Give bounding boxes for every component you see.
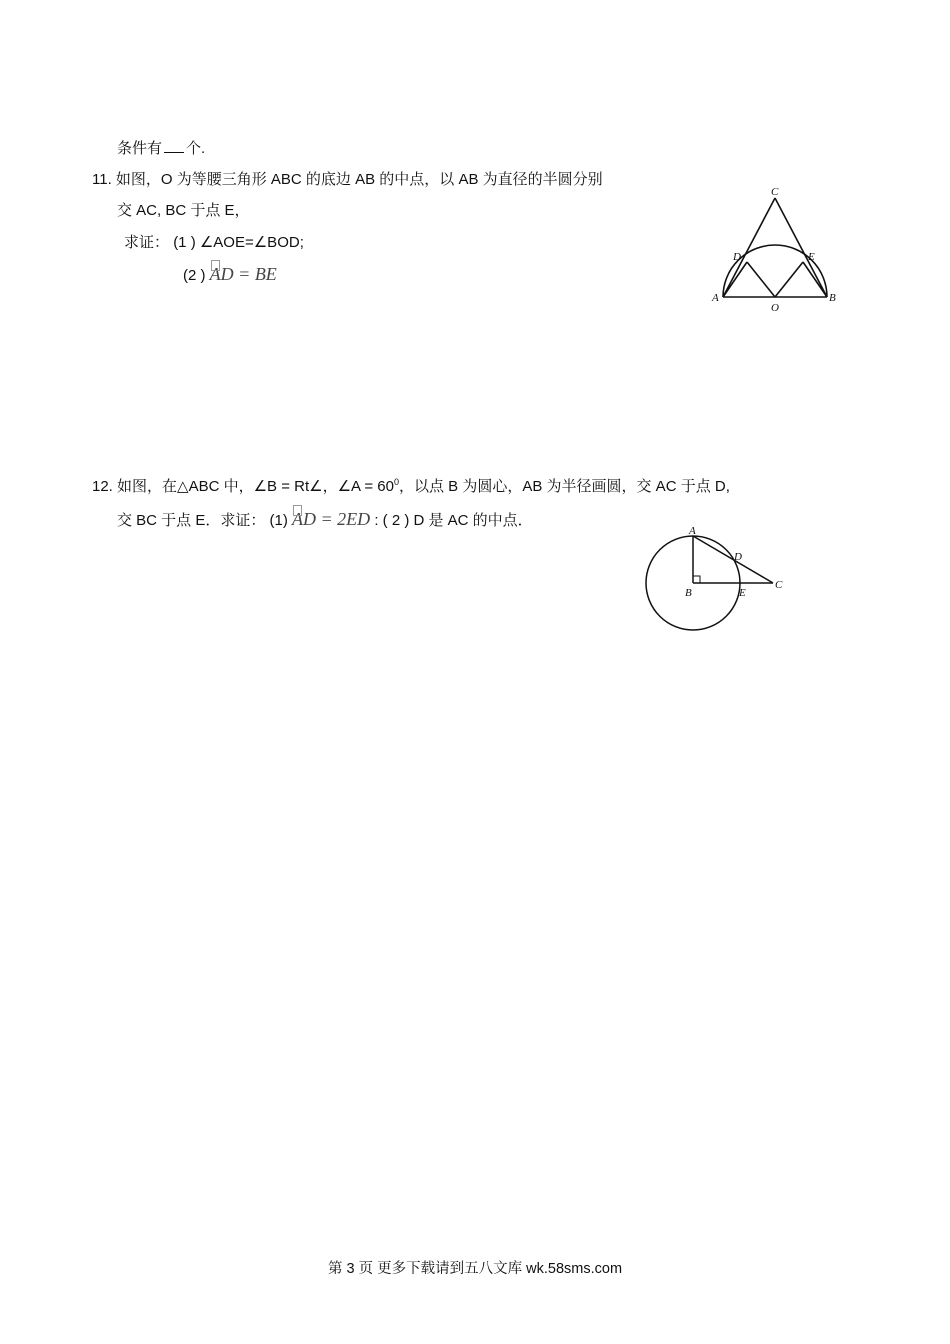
q12-right-angle-mark <box>693 576 700 583</box>
q12-line1 <box>92 475 730 496</box>
q11-side-ac <box>723 198 775 297</box>
q11-text1: 如图，O 为等腰三角形 ABC 的底边 AB 的中点，以 AB 为直径的半圆分别 <box>115 171 603 188</box>
q11-label-a: A <box>712 292 719 304</box>
q12-degree-sup: 0 <box>393 477 399 487</box>
q11-side-bc <box>775 198 827 297</box>
q11-line1 <box>92 168 603 189</box>
q12-label-d: D <box>734 551 742 563</box>
q11-label-d: D <box>733 251 741 263</box>
q12-number: 12. <box>92 478 113 495</box>
q12-arc-formula: AD = 2ED <box>292 509 371 529</box>
answer-blank <box>164 138 184 153</box>
page-footer: 第 3 页 更多下载请到五八文库 wk.58sms.com <box>327 1261 623 1277</box>
prev-line-suffix: 个. <box>186 140 206 157</box>
q11-item1: (1 ) ∠AOE=∠BOD; <box>173 234 304 251</box>
q12-text2b: : ( 2 ) D 是 AC 的中点． <box>374 512 533 529</box>
q11-proof-line <box>124 231 304 252</box>
q12-seg-ac <box>693 536 773 583</box>
q12-label-b: B <box>685 587 692 599</box>
q11-label-b: B <box>829 292 836 304</box>
q11-label-e: E <box>808 251 815 263</box>
prev-line-prefix: 条件有 <box>117 140 163 157</box>
q12-text1b: ，以点 B 为圆心，AB 为半径画圆，交 AC 于点 D, <box>399 478 730 495</box>
q12-label-e: E <box>739 587 746 599</box>
q11-label-c: C <box>771 186 779 198</box>
q11-proof-label: 求证： <box>124 234 170 251</box>
q11-seg-do <box>747 262 775 297</box>
q11-item2-label: (2 ) <box>183 267 206 284</box>
q11-arc-formula: AD = BE <box>209 264 277 284</box>
q12-figure <box>635 520 795 635</box>
prev-line <box>117 137 205 158</box>
q12-text2a: 交 BC 于点 E．求证： (1) <box>117 512 288 529</box>
q11-item2 <box>183 264 277 285</box>
q12-line2 <box>117 509 533 530</box>
q11-label-o: O <box>771 302 779 314</box>
q12-text1: 如图，在△ABC 中，∠B = Rt∠，∠A = 60 <box>117 478 394 495</box>
q11-text2: 交 AC, BC 于点 E， <box>117 202 250 219</box>
q11-figure <box>705 180 845 315</box>
q11-seg-oe <box>775 262 803 297</box>
q11-number: 11. <box>92 171 112 188</box>
q12-label-c: C <box>775 579 783 591</box>
q12-label-a: A <box>689 525 696 537</box>
